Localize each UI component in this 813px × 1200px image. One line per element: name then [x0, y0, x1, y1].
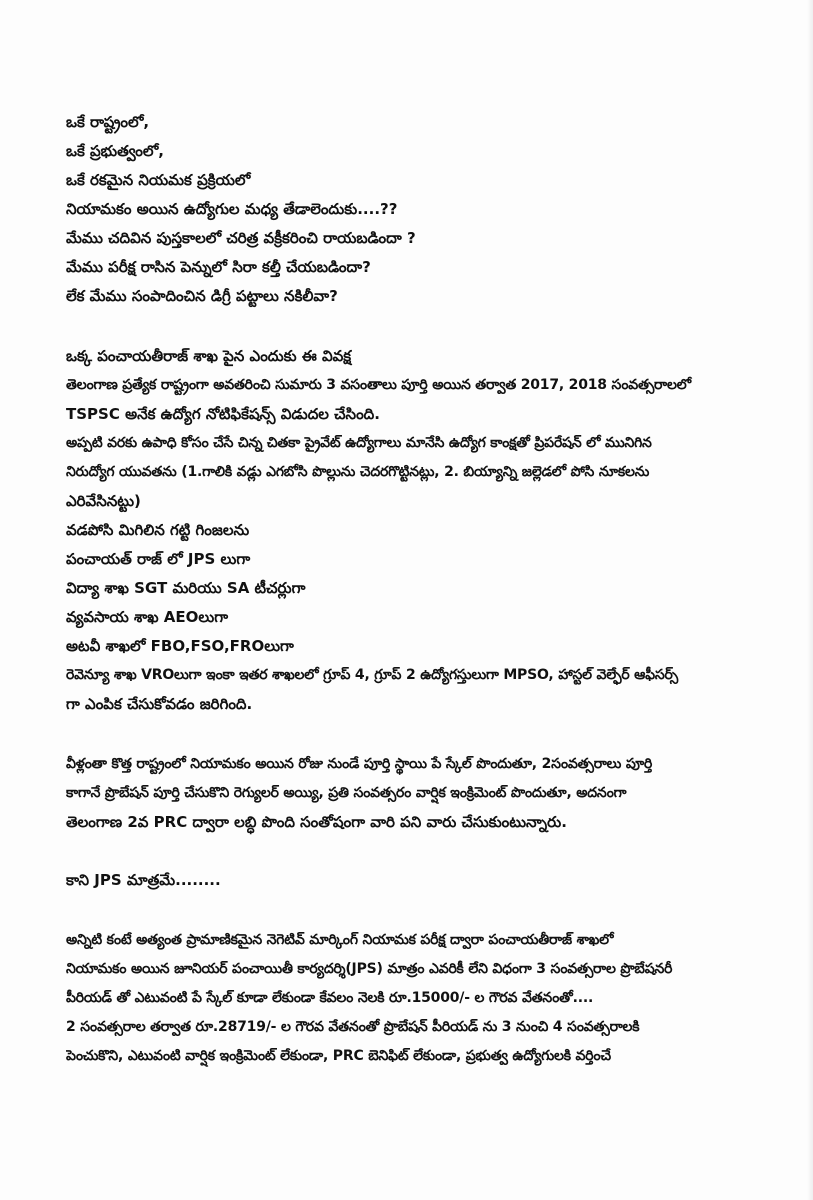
text-line: గా ఎంపిక చేసుకోవడం జరిగింది.	[66, 695, 253, 713]
text-line: అప్పటి వరకు ఉపాధి కోసం చేసే చిన్న చితకా ప్రైవేట్ ఉద్యోగాలు మానేసి ఉద్యోగ కాంక్షతో ప్రిపరేషన్ లో మునిగిన	[66, 435, 652, 451]
paragraph-gap	[66, 719, 776, 750]
stanza-questions	[66, 108, 776, 311]
text-line: కాని JPS మాత్రమే........	[66, 871, 221, 889]
page-edge-shadow	[807, 0, 813, 1200]
stanza-others-benefits	[66, 750, 776, 837]
text-line: వడపోసి మిగిలిన గట్టి గింజలను	[66, 521, 250, 539]
text-line: వ్యవసాయ శాఖ AEOలుగా	[66, 608, 229, 626]
text-line: తెలంగాణ ప్రత్యేక రాష్ట్రంగా అవతరించి సుమారు 3 వసంతాలు పూర్తి అయిన తర్వాత 2017, 2018 సంవత్సరాలలో	[66, 377, 691, 393]
text-line: లేక మేము సంపాదించిన డిగ్రీ పట్టాలు నకిలీవా?	[66, 287, 338, 305]
text-line: 2 సంవత్సరాల తర్వాత రూ.28719/- ల గౌరవ వేతనంతో ప్రొబేషన్ పీరియడ్ ను 3 నుంచి 4 సంవత్సరాలకి	[66, 1019, 640, 1035]
text-line: కాగానే ప్రొబేషన్ పూర్తి చేసుకొని రెగ్యులర్ అయ్యి, ప్రతి సంవత్సరం వార్షిక ఇంక్రిమెంట్ పొందుతూ, అదనంగా	[66, 785, 627, 801]
stanza-jps-only	[66, 866, 776, 895]
text-line: ఒకే రాష్ట్రంలో,	[66, 113, 150, 131]
text-line: ఎరివేసినట్టు)	[66, 492, 141, 510]
text-line: పంచాయత్ రాజ్ లో JPS లుగా	[66, 550, 251, 568]
text-line: అన్నిటి కంటే అత్యంత ప్రామాణికమైన నెగెటివ్ మార్కింగ్ నియామక పరీక్ష ద్వారా పంచాయతీరాజ్ శాఖలో	[66, 932, 614, 948]
text-line: నియామకం అయిన ఉద్యోగుల మధ్య తేడాలెందుకు....??	[66, 200, 398, 218]
text-line: నియామకం అయిన జూనియర్ పంచాయితీ కార్యదర్శి(JPS) మాత్రం ఎవరికీ లేని విధంగా 3 సంవత్సరాల ప్రొబేషనరీ	[66, 961, 673, 977]
paragraph-gap	[66, 311, 776, 342]
text-line: మేము పరీక్ష రాసిన పెన్నులో సిరా కల్తీ చేయబడిందా?	[66, 258, 371, 276]
text-line: మేము చదివిన పుస్తకాలలో చరిత్ర వక్రీకరించి రాయబడిందా ?	[66, 229, 416, 247]
stanza-jps-details	[66, 926, 776, 1071]
stanza-recruitment	[66, 342, 776, 719]
text-line: విద్యా శాఖ SGT మరియు SA టీచర్లుగా	[66, 579, 306, 597]
text-line: తెలంగాణ 2వ PRC ద్వారా లబ్ధి పొంది సంతోషంగా వారి పని వారు చేసుకుంటున్నారు.	[66, 813, 567, 831]
paragraph-gap	[66, 895, 776, 926]
text-line: నిరుద్యోగ యువతను (1.గాలికి వడ్లు ఎగబోసి పొల్లును చెదరగొట్టినట్లు, 2. బియ్యాన్ని జల్లెడలో పోసి నూకలను	[66, 464, 650, 480]
text-line: అటవీ శాఖలో FBO,FSO,FROలుగా	[66, 637, 294, 655]
text-line: ఒకే ప్రభుత్వంలో,	[66, 142, 164, 160]
paragraph-gap	[66, 837, 776, 866]
document-body	[66, 108, 776, 1071]
text-line: ఒక్క పంచాయతీరాజ్ శాఖ పైన ఎందుకు ఈ వివక్ష	[66, 347, 352, 365]
text-line: ఒకే రకమైన నియమక ప్రక్రియలో	[66, 171, 251, 189]
text-line: పెంచుకొని, ఎటువంటి వార్షిక ఇంక్రిమెంట్ లేకుండా, PRC బెనిఫిట్ లేకుండా, ప్రభుత్వ ఉద్యోగులకి వర్తించే	[66, 1048, 611, 1064]
text-line: TSPSC అనేక ఉద్యోగ నోటిఫికేషన్స్ విడుదల చేసింది.	[66, 405, 380, 423]
text-line: వీళ్లంతా కొత్త రాష్ట్రంలో నియామకం అయిన రోజు నుండే పూర్తి స్థాయి పే స్కేల్ పొందుతూ, 2సంవత్సరాలు పూర్తి	[66, 756, 653, 772]
text-line: రెవెన్యూ శాఖ VROలుగా ఇంకా ఇతర శాఖలలో గ్రూప్ 4, గ్రూప్ 2 ఉద్యోగస్తులుగా MPSO, హాస్టల్ వెల్ఫేర్ ఆఫీసర్స్	[66, 667, 678, 683]
text-line: పీరియడ్ తో ఎటువంటి పే స్కేల్ కూడా లేకుండా కేవలం నెలకి రూ.15000/- ల గౌరవ వేతనంతో....	[66, 990, 594, 1006]
